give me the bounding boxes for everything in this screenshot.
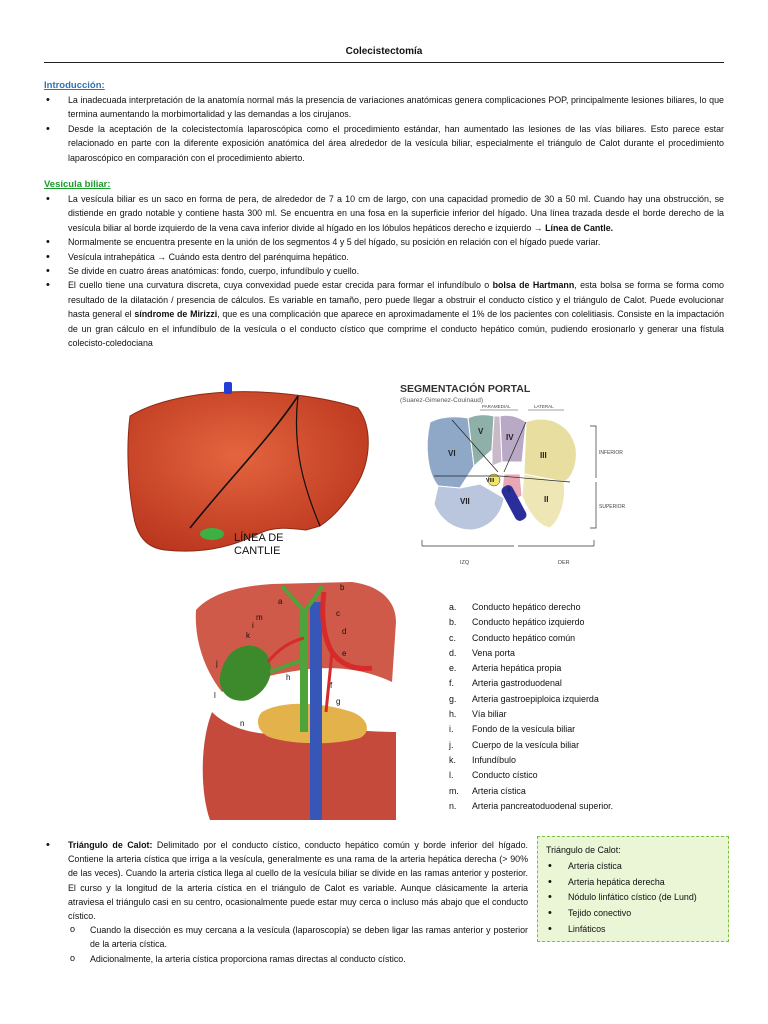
anatomy-letter: l [214, 691, 216, 700]
segment-label: IV [506, 433, 514, 442]
segment-label: I [508, 487, 510, 494]
superior-label: SUPERIOR [599, 504, 626, 510]
anatomy-legend-item [446, 722, 613, 737]
anatomy-legend-text: Arteria gastroepiploica izquierda [472, 693, 599, 704]
neck-text-c: , esta bolsa se forma se forma como resultado de la dilatación / presencia de cálculos. Es variable en tamaño, pero puede llegar a obstruir el conducto cístico y el triángulo de Calot. Puede evolucionar hasta general el [68, 280, 724, 320]
calot-section [44, 838, 528, 966]
neck-text-a: El cuello tiene una curvatura discreta, cuya convexidad puede estar crecida para formar el infundíbulo o [68, 280, 493, 291]
paramedial-label: PARAMEDIAL [482, 404, 511, 409]
anatomy-legend-text: Fondo de la vesícula biliar [472, 724, 576, 735]
vesicula-item-size [44, 192, 724, 235]
anatomy-letter: c [336, 609, 340, 618]
anatomy-legend-letter: e. [449, 663, 457, 674]
anatomy-legend-text: Vía biliar [472, 709, 507, 720]
anatomy-legend-letter: d. [449, 647, 457, 658]
anatomy-legend-item [446, 615, 613, 630]
vesicula-item-neck [44, 278, 724, 350]
anatomy-legend-letter: c. [449, 632, 456, 643]
lateral-label: LATERAL [534, 404, 554, 409]
vesicula-heading: Vesícula biliar: [44, 179, 111, 190]
cantlie-label-line1: LÍNEA DE [234, 532, 284, 544]
anatomy-legend-item [446, 768, 613, 783]
anatomy-letter: i [252, 621, 254, 630]
anatomy-legend-letter: n. [449, 800, 457, 811]
anatomy-legend-item [446, 738, 613, 753]
anatomy-legend-letter: a. [449, 602, 457, 612]
anatomy-legend-letter: l. [449, 770, 454, 781]
anatomy-legend-item [446, 631, 613, 646]
anatomy-legend-item [446, 692, 613, 707]
intro-heading: Introducción: [44, 80, 105, 91]
hartmann-term: bolsa de Hartmann [492, 280, 575, 291]
segment-label: V [478, 427, 484, 436]
intro-item: • La inadecuada interpretación de la anatomía normal más la presencia de variaciones anatómicas genera complicaciones POP, principalmente lesiones biliares, lo que termina aumentando la morbimortalidad y las demandas a los cirujanos. [44, 93, 724, 122]
anatomy-legend-letter: f. [449, 678, 454, 689]
cantle-line-term: → Línea de Cantle. [533, 222, 614, 233]
calot-box-item: • Arteria cística [546, 859, 720, 875]
portal-segmentation-figure [394, 378, 634, 568]
segment-label: VII [460, 497, 470, 506]
anatomy-legend-item [446, 646, 613, 661]
vena-cava-marker [224, 382, 232, 394]
anatomy-letter: j [216, 659, 218, 668]
anatomy-legend-letter: h. [449, 709, 457, 720]
biliary-anatomy-figure [192, 582, 397, 820]
anatomy-legend-item [446, 707, 613, 722]
calot-text: Delimitado por el conducto cístico, conducto hepático común y borde inferior del hígado. Contiene la arteria cística que irriga a la vesícula, generalmente es una rama de la arteria hepática derecha (> 90% de las veces). Cuando la arteria cística llega al cuello de la vesícula biliar se divide en las ramas anterior y posterior. El curso y la longitud de la arteria cística en el triángulo de Calot es variable. Aunque clásicamente la arteria atraviesa el triángulo casi en su centro, ocasionalmente puede estar muy cerca o incluso más abajo que el conducto cístico. [68, 840, 528, 922]
segment-label: VIII [486, 478, 495, 484]
anatomy-letter: n [240, 719, 245, 728]
anatomy-legend-text: Conducto hepático común [472, 632, 576, 643]
der-label: DER [558, 560, 570, 566]
vesicula-item-size-text: La vesícula biliar es un saco en forma de pera, de alrededor de 7 a 10 cm de largo, con una capacidad promedio de 30 a 50 ml. Cuando hay una obstrucción, se distiende en grado notable y contiene hasta 300 ml. Se encuentra en una fosa en la superficie inferior del hígado. Una línea trazada desde el borde derecho de la vesícula biliar al borde izquierdo de la vena cava inferior divide al hígado en los lóbulos hepáticos derecho e izquierdo [68, 194, 724, 233]
anatomy-legend-text: Arteria pancreatoduodenal superior. [472, 800, 614, 811]
vesicula-list [44, 192, 724, 350]
calot-box-title: Triángulo de Calot: [546, 845, 621, 855]
segment-III [524, 419, 576, 482]
anatomy-legend-item [446, 661, 613, 676]
calot-box-list [546, 859, 720, 938]
segment-VII [434, 484, 504, 530]
vesicula-item-position: • Normalmente se encuentra presente en la unión de los segmentos 4 y 5 del hígado, su posición en relación con el hígado puede variar. [44, 235, 724, 249]
anatomy-legend-letter: i. [449, 724, 454, 735]
anatomy-legend-item [446, 784, 613, 799]
calot-box-item: • Nódulo linfático cístico (de Lund) [546, 890, 720, 906]
intro-item: • Desde la aceptación de la colecistectomía laparoscópica como el procedimiento estándar, han aumentado las lesiones de las vías biliares. Esto parece estar relacionado en parte con la diferente exposición anatómica del área alrededor de la vesícula biliar, especialmente el triángulo de Calot durante el procedimiento laparoscópico en comparación con el procedimiento abierto. [44, 122, 724, 165]
segmentation-subtitle: (Suarez-Gimenez-Couinaud) [400, 397, 484, 404]
anatomy-letter: h [286, 673, 291, 682]
anatomy-legend-text: Infundíbulo [472, 754, 516, 765]
anatomy-legend-letter: b. [449, 617, 457, 628]
calot-sublist [68, 923, 528, 966]
anatomy-legend-text: Conducto hepático derecho [472, 602, 581, 612]
page-title: Colecistectomía [345, 46, 423, 57]
vesicula-item-intrahepatic: • Vesícula intrahepática → Cuándo esta dentro del parénquima hepático. [44, 250, 724, 264]
anatomy-legend-letter: k. [449, 754, 456, 765]
cantlie-label-line2: CANTLIE [234, 545, 281, 557]
neck-text-e: , que es una complicación que aparece en aproximadamente el 1% de los pacientes con colelitiasis. Consiste en la impactación de un gran cálculo en el infundíbulo de la vesícula o el conducto cístico que comprime el conducto hepático común, pudiendo erosionarlo y generar una fístula colecisto-coledociana [68, 309, 725, 349]
calot-term: Triángulo de Calot: [68, 840, 153, 850]
intro-list [44, 93, 724, 165]
gallbladder-marker [200, 528, 224, 540]
anatomy-letter: f [330, 681, 333, 690]
vesicula-item-areas: • Se divide en cuatro áreas anatómicas: fondo, cuerpo, infundíbulo y cuello. [44, 264, 724, 278]
anatomy-letter: k [246, 631, 250, 640]
liver-shape [128, 392, 368, 552]
segment-label: II [544, 495, 549, 504]
calot-subitem: o Adicionalmente, la arteria cística proporciona ramas directas al conducto cístico. [68, 952, 528, 966]
anatomy-letter: g [336, 697, 341, 706]
anatomy-legend [446, 600, 613, 814]
segmentation-title: SEGMENTACIÓN PORTAL [400, 383, 531, 395]
anatomy-letter: d [342, 627, 347, 636]
calot-box-item: • Tejido conectivo [546, 906, 720, 922]
anatomy-letter: a [278, 597, 283, 606]
anatomy-letter: e [342, 649, 347, 658]
title-rule [44, 62, 724, 63]
anatomy-letter: m [256, 613, 263, 622]
anatomy-legend-letter: m. [449, 785, 459, 796]
anatomy-legend-text: Arteria hepática propia [472, 663, 562, 674]
anatomy-legend-text: Vena porta [472, 647, 515, 658]
calot-subitem: o Cuando la disección es muy cercana a la vesícula (laparoscopía) se deben ligar las ramas anterior y posterior de la arteria cística. [68, 923, 528, 951]
calot-box-item: • Arteria hepática derecha [546, 875, 720, 891]
anatomy-legend-letter: g. [449, 693, 457, 704]
anatomy-legend-item [446, 676, 613, 691]
anatomy-legend-text: Conducto cístico [472, 770, 538, 781]
calot-summary-box [537, 836, 729, 942]
anatomy-legend-text: Arteria gastroduodenal [472, 678, 562, 689]
segment-label: III [540, 451, 547, 460]
mirizzi-term: síndrome de Mirizzi [134, 309, 218, 320]
anatomy-legend-item [446, 799, 613, 814]
anatomy-letter: b [340, 583, 345, 592]
liver-cantlie-figure [120, 378, 390, 563]
anatomy-legend-letter: j. [449, 739, 454, 750]
anatomy-legend-text: Arteria cística [472, 785, 526, 796]
anatomy-legend-text: Cuerpo de la vesícula biliar [472, 739, 580, 750]
calot-box-item: • Linfáticos [546, 922, 720, 938]
anatomy-legend-text: Conducto hepático izquierdo [472, 617, 585, 628]
calot-item [44, 838, 528, 966]
segment-label: VI [448, 449, 456, 458]
inferior-label: INFERIOR [599, 450, 623, 456]
anatomy-legend-item [446, 753, 613, 768]
izq-label: IZQ [460, 560, 470, 566]
anatomy-legend-item [446, 600, 613, 615]
